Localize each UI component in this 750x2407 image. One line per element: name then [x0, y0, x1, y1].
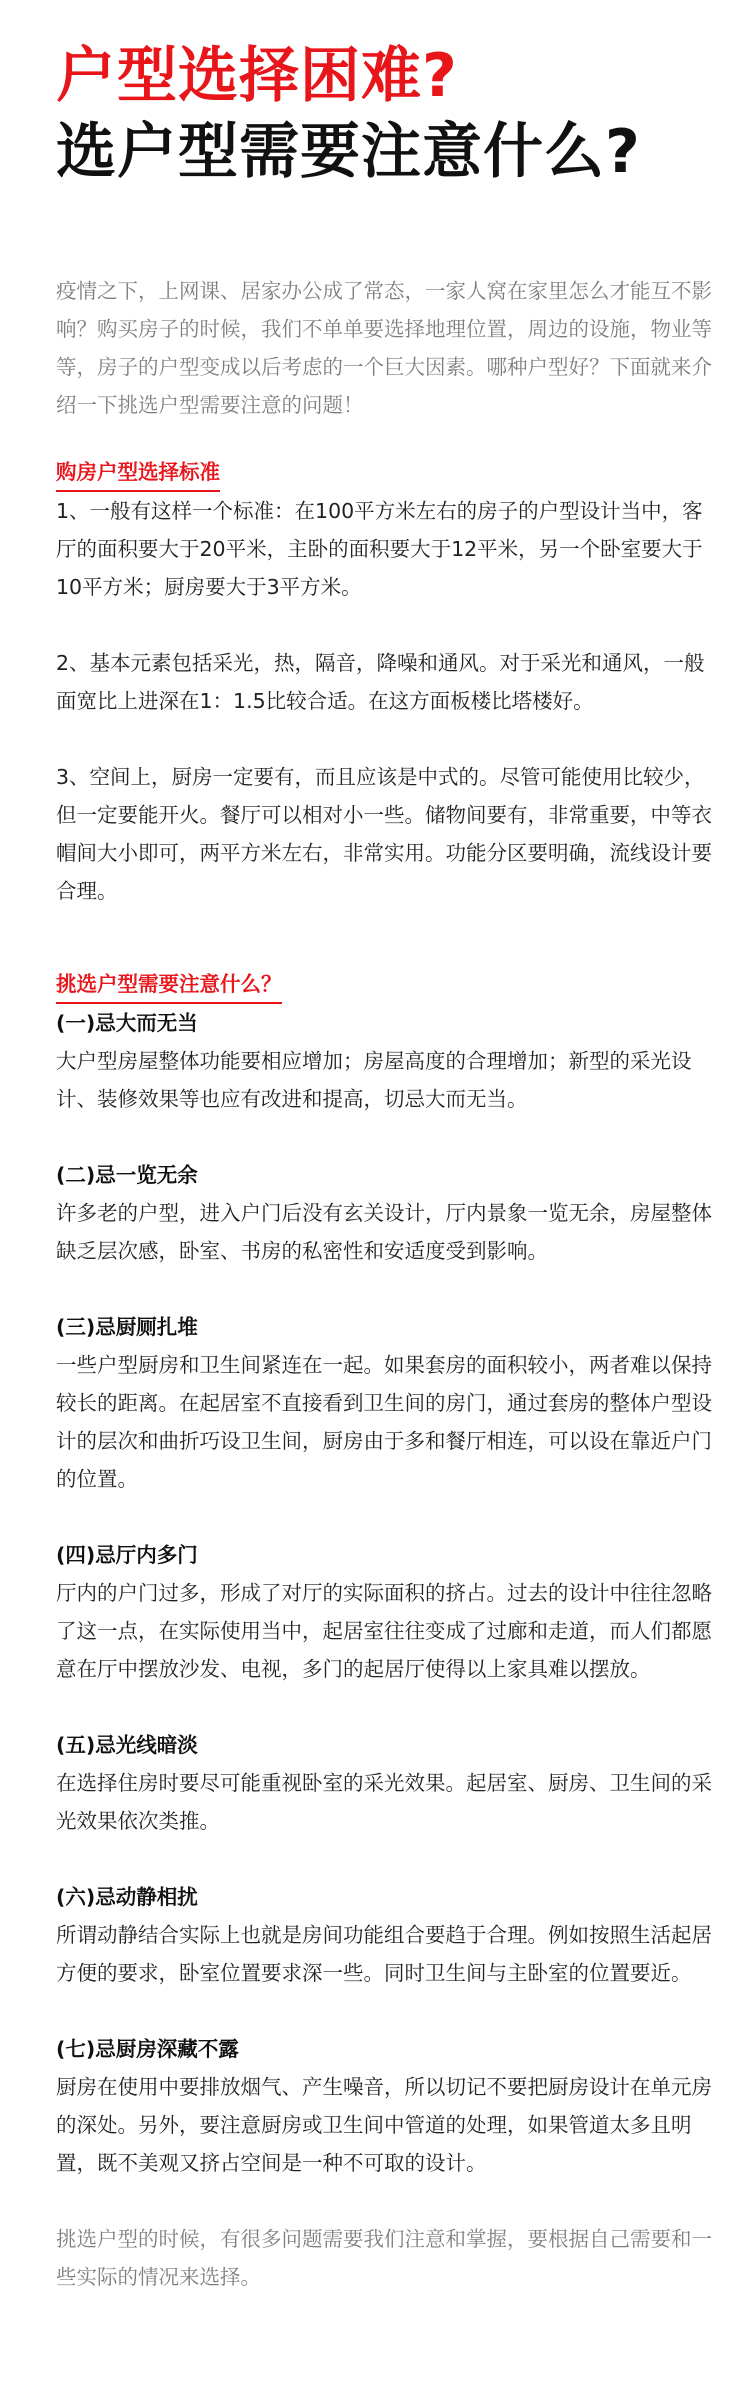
note-item	[56, 1004, 712, 1118]
note-item	[56, 2030, 712, 2182]
note-item	[56, 1536, 712, 1688]
spacer	[56, 606, 712, 644]
spacer	[56, 720, 712, 758]
note-item	[56, 1726, 712, 1840]
note-item-title: (五)忌光线暗淡	[56, 1733, 198, 1757]
standard-paragraph-1: 1、一般有这样一个标准：在100平方米左右的房子的户型设计当中，客厅的面积要大于20平米，主卧的面积要大于12平米，另一个卧室要大于10平方米；厨房要大于3平方米。	[56, 499, 703, 599]
spacer	[56, 1992, 712, 2030]
note-item-text: 一些户型厨房和卫生间紧连在一起。如果套房的面积较小，两者难以保持较长的距离。在起居室不直接看到卫生间的房门，通过套房的整体户型设计的层次和曲折巧设卫生间，厨房由于多和餐厅相连，可以设在靠近户门的位置。	[56, 1353, 712, 1491]
note-item-title: (四)忌厅内多门	[56, 1543, 198, 1567]
note-item-title: (六)忌动静相扰	[56, 1885, 198, 1909]
spacer	[56, 2182, 712, 2220]
spacer	[56, 1270, 712, 1308]
note-item-text: 厅内的户门过多，形成了对厅的实际面积的挤占。过去的设计中往往忽略了这一点，在实际使用当中，起居室往往变成了过廊和走道，而人们都愿意在厅中摆放沙发、电视，多门的起居厅使得以上家具难以摆放。	[56, 1581, 712, 1681]
note-item	[56, 1308, 712, 1498]
standard-paragraph-2: 2、基本元素包括采光，热，隔音，降噪和通风。对于采光和通风，一般面宽比上进深在1：1.5比较合适。在这方面板楼比塔楼好。	[56, 651, 705, 713]
note-item-text: 所谓动静结合实际上也就是房间功能组合要趋于合理。例如按照生活起居方便的要求，卧室位置要求深一些。同时卫生间与主卧室的位置要近。	[56, 1923, 712, 1985]
note-item-text: 大户型房屋整体功能要相应增加；房屋高度的合理增加；新型的采光设计、装修效果等也应有改进和提高，切忌大而无当。	[56, 1049, 692, 1111]
section-title-notes: 挑选户型需要注意什么？	[56, 966, 282, 1004]
spacer	[56, 1688, 712, 1726]
note-item	[56, 1878, 712, 1992]
spacer	[56, 1840, 712, 1878]
spacer	[56, 1498, 712, 1536]
standard-paragraph-3: 3、空间上，厨房一定要有，而且应该是中式的。尽管可能使用比较少，但一定要能开火。餐厅可以相对小一些。储物间要有，非常重要，中等衣帽间大小即可，两平方米左右，非常实用。功能分区要明确，流线设计要合理。	[56, 765, 712, 903]
note-item-text: 厨房在使用中要排放烟气、产生噪音，所以切记不要把厨房设计在单元房的深处。另外，要注意厨房或卫生间中管道的处理，如果管道太多且明置，既不美观又挤占空间是一种不可取的设计。	[56, 2075, 712, 2175]
spacer	[56, 910, 712, 948]
note-item-title: (七)忌厨房深藏不露	[56, 2037, 239, 2061]
note-item-text: 许多老的户型，进入户门后没有玄关设计，厅内景象一览无余，房屋整体缺乏层次感，卧室、书房的私密性和安适度受到影响。	[56, 1201, 712, 1263]
note-item-title: (一)忌大而无当	[56, 1011, 198, 1035]
note-item-title: (二)忌一览无余	[56, 1163, 198, 1187]
headline-line-2: 选户型需要注意什么?	[56, 117, 641, 187]
spacer	[56, 1118, 712, 1156]
section-title-standards: 购房户型选择标准	[56, 454, 220, 492]
note-item	[56, 1156, 712, 1270]
note-item-text: 在选择住房时要尽可能重视卧室的采光效果。起居室、厨房、卫生间的采光效果依次类推。	[56, 1771, 712, 1833]
intro-paragraph: 疫情之下，上网课、居家办公成了常态，一家人窝在家里怎么才能互不影响？购买房子的时候，我们不单单要选择地理位置，周边的设施，物业等等，房子的户型变成以后考虑的一个巨大因素。哪种户型好？下面就来介绍一下挑选户型需要注意的问题！	[56, 279, 712, 417]
note-item-title: (三)忌厨厕扎堆	[56, 1315, 198, 1339]
headline-line-1: 户型选择困难?	[56, 41, 458, 111]
closing-paragraph: 挑选户型的时候，有很多问题需要我们注意和掌握，要根据自己需要和一些实际的情况来选择。	[56, 2227, 712, 2289]
